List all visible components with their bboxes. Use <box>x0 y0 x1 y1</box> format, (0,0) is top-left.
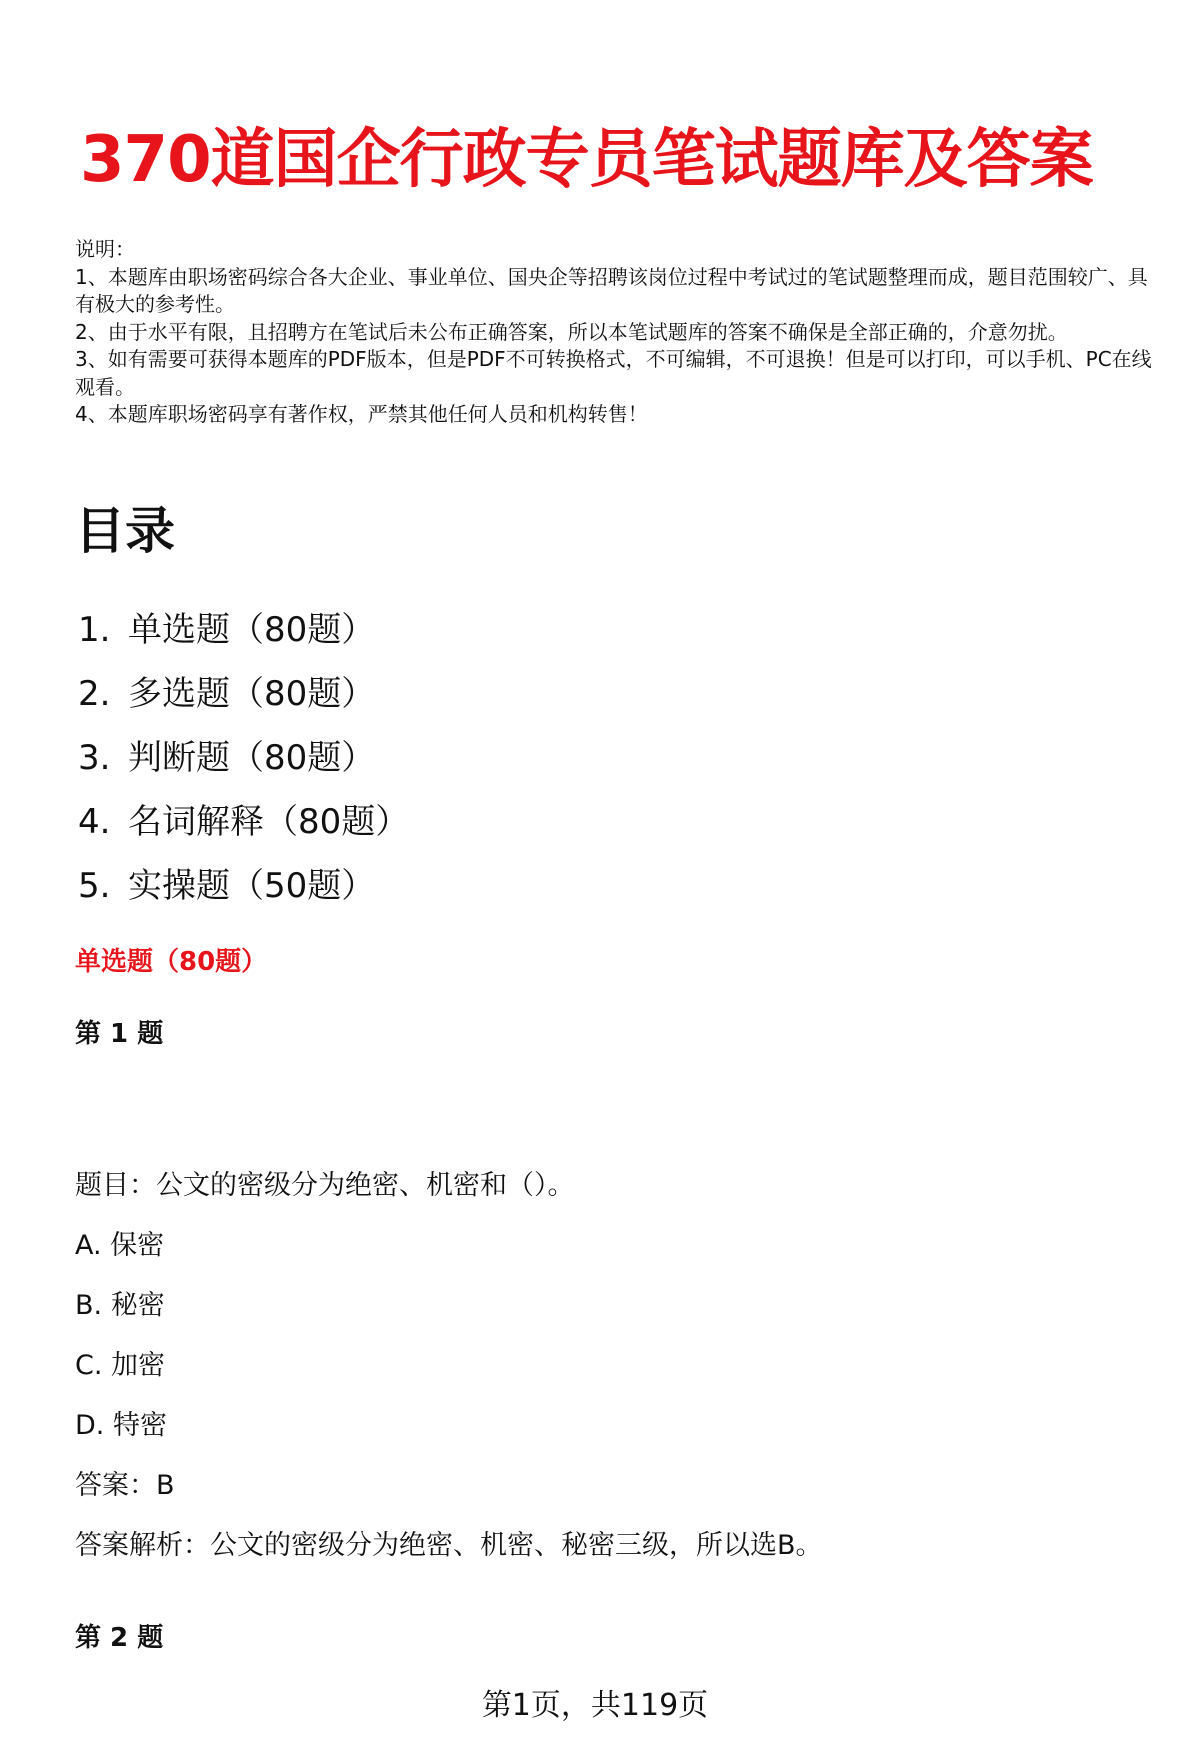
toc-item-label: 实操题（50题） <box>128 866 376 906</box>
notes-item-4: 4、本题库职场密码享有著作权，严禁其他任何人员和机构转售！ <box>75 402 648 426</box>
toc-item-true-false[interactable] <box>78 726 409 790</box>
toc-item-multiple-choice[interactable] <box>78 662 409 726</box>
question-1-explanation: 答案解析：公文的密级分为绝密、机密、秘密三级，所以选B。 <box>75 1530 823 1561</box>
toc-item-single-choice[interactable] <box>78 598 409 662</box>
question-1-answer: 答案：B <box>75 1470 175 1501</box>
question-1-option-d: D. 特密 <box>75 1410 167 1441</box>
section-heading-single-choice: 单选题（80题） <box>75 947 268 977</box>
toc-item-practical[interactable] <box>78 854 409 918</box>
toc-item-number: 3. <box>78 738 111 778</box>
toc-item-label: 多选题（80题） <box>128 674 376 714</box>
toc-item-label: 判断题（80题） <box>128 738 376 778</box>
toc-item-number: 5. <box>78 866 111 906</box>
toc-item-term-explanation[interactable] <box>78 790 409 854</box>
toc-item-label: 单选题（80题） <box>128 610 376 650</box>
notes-item-2: 2、由于水平有限，且招聘方在笔试后未公布正确答案，所以本笔试题库的答案不确保是全部正确的，介意勿扰。 <box>75 319 1068 344</box>
question-1-heading: 第 1 题 <box>75 1019 164 1049</box>
question-1-option-a: A. 保密 <box>75 1230 165 1261</box>
question-2-heading: 第 2 题 <box>75 1623 164 1653</box>
toc-item-number: 2. <box>78 674 111 714</box>
page-footer: 第1页，共119页 <box>481 1688 709 1723</box>
question-1-option-b: B. 秘密 <box>75 1290 165 1321</box>
toc-heading: 目录 <box>75 502 175 560</box>
toc-item-label: 名词解释（80题） <box>128 802 410 842</box>
toc-item-number: 1. <box>78 610 111 650</box>
toc-item-number: 4. <box>78 802 111 842</box>
notes-item-1: 1、本题库由职场密码综合各大企业、事业单位、国央企等招聘该岗位过程中考试过的笔试题整理而成，题目范围较广、具有极大的参考性。 <box>75 264 1148 316</box>
question-1-stem: 题目：公文的密级分为绝密、机密和（）。 <box>75 1170 575 1201</box>
notes-block <box>75 236 1155 429</box>
notes-item-3: 3、如有需要可获得本题库的PDF版本，但是PDF不可转换格式，不可编辑，不可退换！但是可以打印，可以手机、PC在线观看。 <box>75 347 1152 399</box>
table-of-contents <box>78 598 409 918</box>
document-title: 370道国企行政专员笔试题库及答案 <box>80 123 1093 197</box>
notes-label: 说明： <box>75 237 135 261</box>
question-1-option-c: C. 加密 <box>75 1350 166 1381</box>
